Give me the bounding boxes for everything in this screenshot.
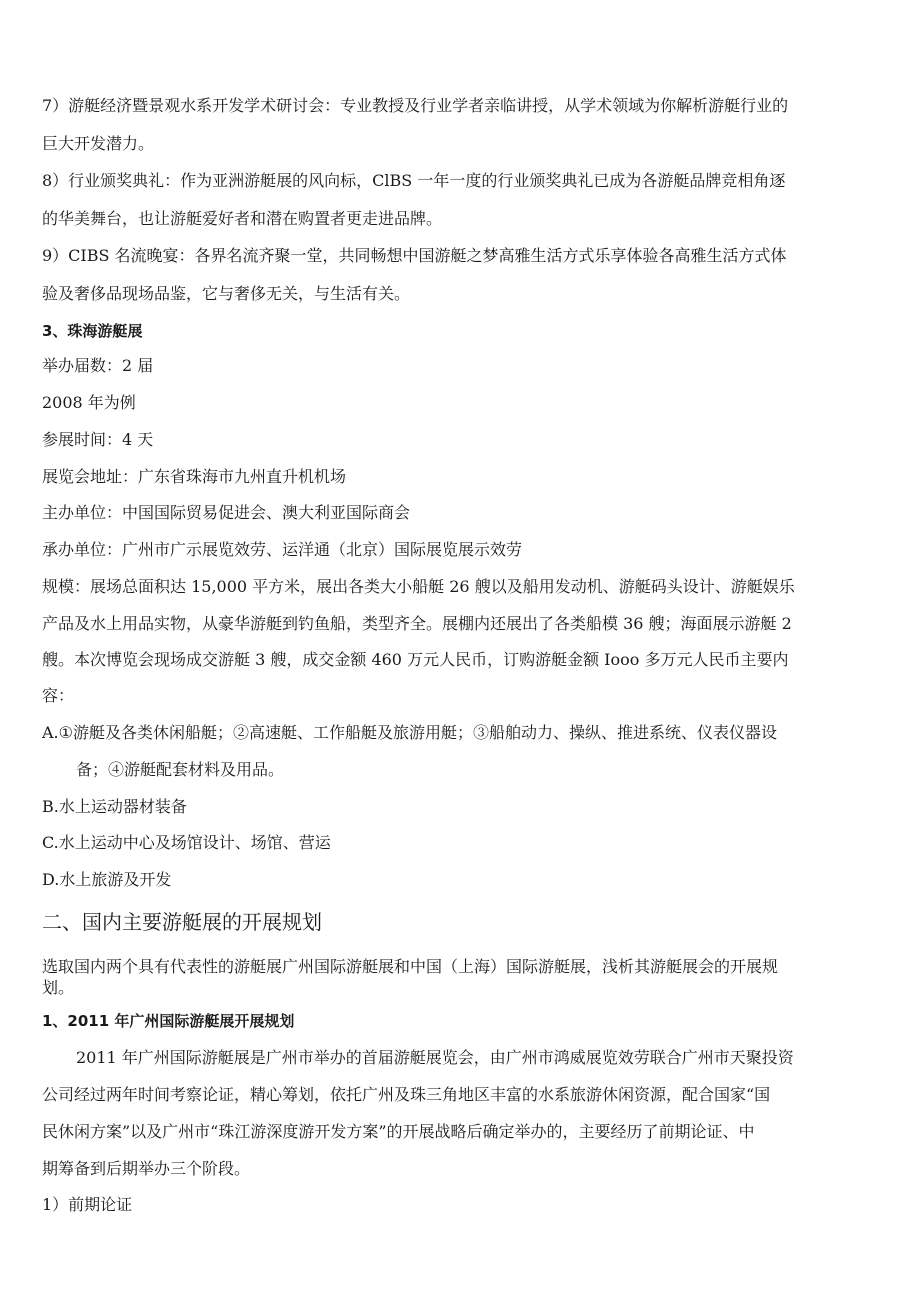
example-year-line: 2008 年为例 — [42, 393, 136, 412]
item-8-line-2: 的华美舞台，也让游艇爱好者和潜在购置者更走进品牌。 — [42, 209, 443, 228]
item-9-line-1: 9）CIBS 名流晚宴：各界名流齐聚一堂，共同畅想中国游艇之梦高雅生活方式乐享体验各高雅生活方式体 — [42, 246, 787, 265]
item-7-line-2: 巨大开发潜力。 — [42, 134, 155, 153]
item-8-line-1: 8）行业颁奖典礼：作为亚洲游艇展的风向标，ClBS 一年一度的行业颁奖典礼已成为各游艇品牌竞相角逐 — [42, 171, 786, 190]
section-heading-guangzhou: 1、2011 年广州国际游艇展开展规划 — [42, 1012, 295, 1030]
scale-line-2: 产品及水上用品实物，从豪华游艇到钓鱼船，类型齐全。展棚内还展出了各类船模 36 艘；海面展示游艇 2 — [42, 614, 792, 633]
list-c: C.水上运动中心及场馆设计、场馆、营运 — [42, 833, 331, 852]
scale-line-3: 艘。本次博览会现场成交游艇 3 艘，成交金额 460 万元人民币，订购游艇金额 Iooo 多万元人民币主要内 — [42, 650, 789, 669]
item-7-line-1: 7）游艇经济暨景观水系开发学术研讨会：专业教授及行业学者亲临讲授，从学术领域为你解析游艇行业的 — [42, 96, 789, 115]
organizer-line: 主办单位：中国国际贸易促进会、澳大利亚国际商会 — [42, 503, 411, 522]
list-a-line-2: 备；④游艇配套材料及用品。 — [76, 760, 285, 779]
subsection-pre-study: 1）前期论证 — [42, 1195, 133, 1214]
list-b: B.水上运动器材装备 — [42, 797, 187, 816]
gz-para-line-1: 2011 年广州国际游艇展是广州市举办的首届游艇展览会，由广州市鸿威展览效劳联合广州市天聚投资 — [76, 1048, 794, 1067]
intro-line-1: 选取国内两个具有代表性的游艇展广州国际游艇展和中国（上海）国际游艇展，浅析其游艇展会的开展规 — [42, 957, 779, 976]
venue-line: 展览会地址：广东省珠海市九州直升机机场 — [42, 467, 347, 486]
chapter-heading: 二、国内主要游艇展的开展规划 — [42, 910, 322, 934]
duration-line: 参展时间：4 天 — [42, 430, 154, 449]
sessions-line: 举办届数：2 届 — [42, 356, 154, 375]
section-heading-zhuhai: 3、珠海游艇展 — [42, 322, 143, 340]
item-9-line-2: 验及奢侈品现场品鉴，它与奢侈无关，与生活有关。 — [42, 284, 411, 303]
list-a-line-1: A.①游艇及各类休闲船艇；②高速艇、工作船艇及旅游用艇；③船舶动力、操纵、推进系统、仪表仪器设 — [42, 723, 777, 742]
list-d: D.水上旅游及开发 — [42, 870, 172, 889]
gz-para-line-2: 公司经过两年时间考察论证，精心筹划，依托广州及珠三角地区丰富的水系旅游休闲资源，配合国家“国 — [42, 1085, 771, 1104]
scale-line-4: 容： — [42, 686, 75, 705]
scale-line-1: 规模：展场总面积达 15,000 平方米，展出各类大小船艇 26 艘以及船用发动机、游艇码头设计、游艇娱乐 — [42, 577, 795, 596]
gz-para-line-3: 民休闲方案”以及广州市“珠江游深度游开发方案”的开展战略后确定举办的，主要经历了前期论证、中 — [42, 1122, 755, 1141]
contractor-line: 承办单位：广州市广示展览效劳、运洋通（北京）国际展览展示效劳 — [42, 540, 523, 559]
intro-line-2: 划。 — [42, 978, 75, 997]
gz-para-line-4: 期筹备到后期举办三个阶段。 — [42, 1159, 251, 1178]
